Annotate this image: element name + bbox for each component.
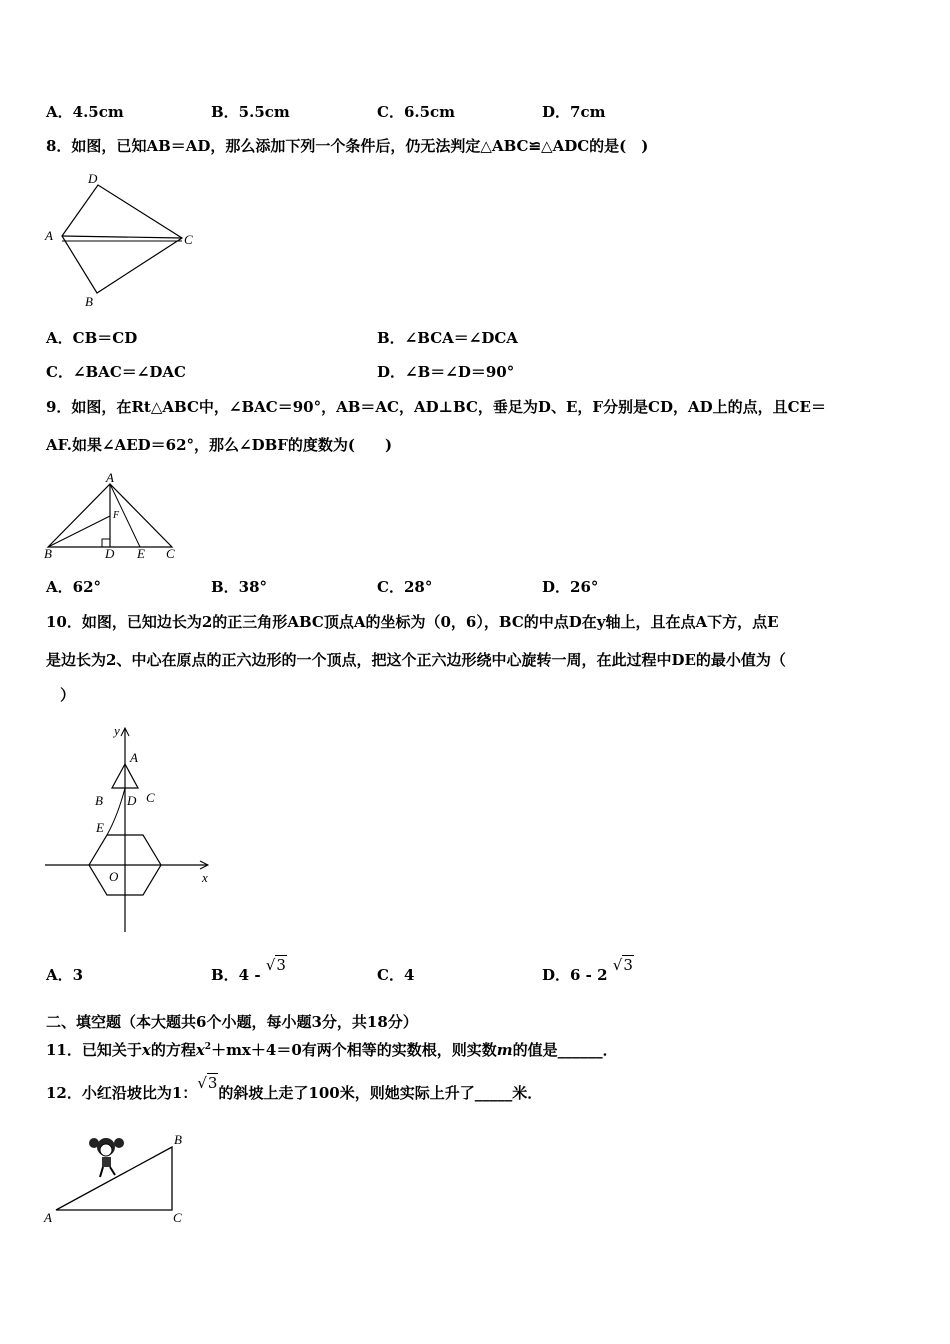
q8-figure-quadrilateral [40,165,210,315]
q7-option-c: C．6.5cm [377,103,456,121]
q8-option-b: B．∠BCA＝∠DCA [377,329,518,347]
q11-text-2: 的方程 [150,1041,196,1059]
girl-illustration [89,1138,124,1177]
q10-option-a-text: A．3 [46,966,84,984]
q11-eq-exponent: 2 [204,1042,212,1052]
q10-label-c: C [146,790,155,805]
q10-question-line1: 10．如图，已知边长为2的正三角形ABC顶点A的坐标为（0，6），BC的中点D在y轴上，且在点A下方，点E [46,613,779,631]
q10-label-o: O [109,869,119,884]
sqrt-symbol: √3 [197,1074,218,1092]
q11-var-x: x [141,1041,151,1059]
q7-option-b: B．5.5cm [211,103,290,121]
q11-text-3: 有两个相等的实数根，则实数 [301,1041,497,1059]
q9-label-b: B [44,546,52,561]
q10-option-d-text: D．6 - 2 [542,966,608,984]
sqrt-symbol: √3 [265,956,286,974]
q11-question [46,1037,618,1060]
q9-option-d: D．26° [542,578,599,596]
q12-text-2: 的斜坡上走了100米，则她实际上升了_____米． [218,1084,543,1102]
q8-question: 8．如图，已知AB＝AD，那么添加下列一个条件后，仍无法判定△ABC≌△ADC的是( ) [46,137,649,155]
q10-question-line2: 是边长为2、中心在原点的正六边形的一个顶点，把这个正六边形绕中心旋转一周，在此过程中DE的最小值为（ [46,651,786,669]
q12-question [46,1074,543,1103]
q8-label-d: D [88,171,98,186]
q10-label-x: x [202,870,208,885]
q8-option-d: D．∠B＝∠D＝90° [377,363,515,381]
q9-label-a: A [106,470,114,485]
q10-label-d: D [127,793,137,808]
q9-option-a: A．62° [46,578,102,596]
q9-question-line2: AF.如果∠AED＝62°，那么∠DBF的度数为( ) [46,436,393,454]
q10-option-a [46,965,83,985]
q12-label-a: A [44,1210,52,1225]
q7-option-a: A．4.5cm [46,103,124,121]
q10-option-c [377,965,414,985]
q11-eq-rest: ＋mx＋4＝0 [211,1041,302,1059]
q10-label-a: A [130,750,138,765]
q8-option-a: A．CB＝CD [46,329,138,347]
q10-option-b-root: 3 [276,956,286,974]
q10-option-c-text: C．4 [377,966,415,984]
q9-label-e: E [137,546,145,561]
q10-label-y: y [114,723,120,738]
q12-label-b: B [174,1132,182,1147]
q9-label-d: D [105,546,115,561]
q9-question-line1: 9．如图，在Rt△ABC中，∠BAC＝90°，AB＝AC，AD⊥BC，垂足为D、E，F分别是CD，AD上的点，且CE＝ [46,398,826,416]
q10-label-b: B [95,793,103,808]
q8-label-b: B [85,294,93,309]
q9-figure-triangle [40,470,190,565]
q12-text-1: 12．小红沿坡比为1： [46,1084,198,1102]
q10-option-b-text: B．4 - [211,966,261,984]
q11-text-4: 的值是______． [512,1041,618,1059]
q12-root: 3 [207,1074,218,1092]
q7-option-d: D．7cm [542,103,606,121]
q10-figure-coordinate [40,720,220,940]
q10-option-b [211,956,287,985]
q8-label-c: C [184,232,193,247]
q11-eq-x: x [195,1041,205,1059]
q10-option-d-root: 3 [623,956,633,974]
q12-label-c: C [173,1210,182,1225]
q11-var-m: m [496,1041,513,1059]
q8-label-a: A [45,228,53,243]
q9-option-b: B．38° [211,578,268,596]
q10-label-e: E [96,820,104,835]
section-heading: 二、填空题（本大题共6个小题，每小题3分，共18分） [46,1013,418,1031]
q10-option-d [542,956,634,985]
q8-option-c: C．∠BAC＝∠DAC [46,363,186,381]
q9-option-c: C．28° [377,578,433,596]
q9-label-f: F [113,510,120,521]
q9-label-c: C [166,546,175,561]
q11-text-1: 11．已知关于 [46,1041,142,1059]
sqrt-symbol: √3 [612,956,633,974]
q10-question-line3: ） [60,686,76,704]
q12-figure-slope [40,1125,200,1235]
